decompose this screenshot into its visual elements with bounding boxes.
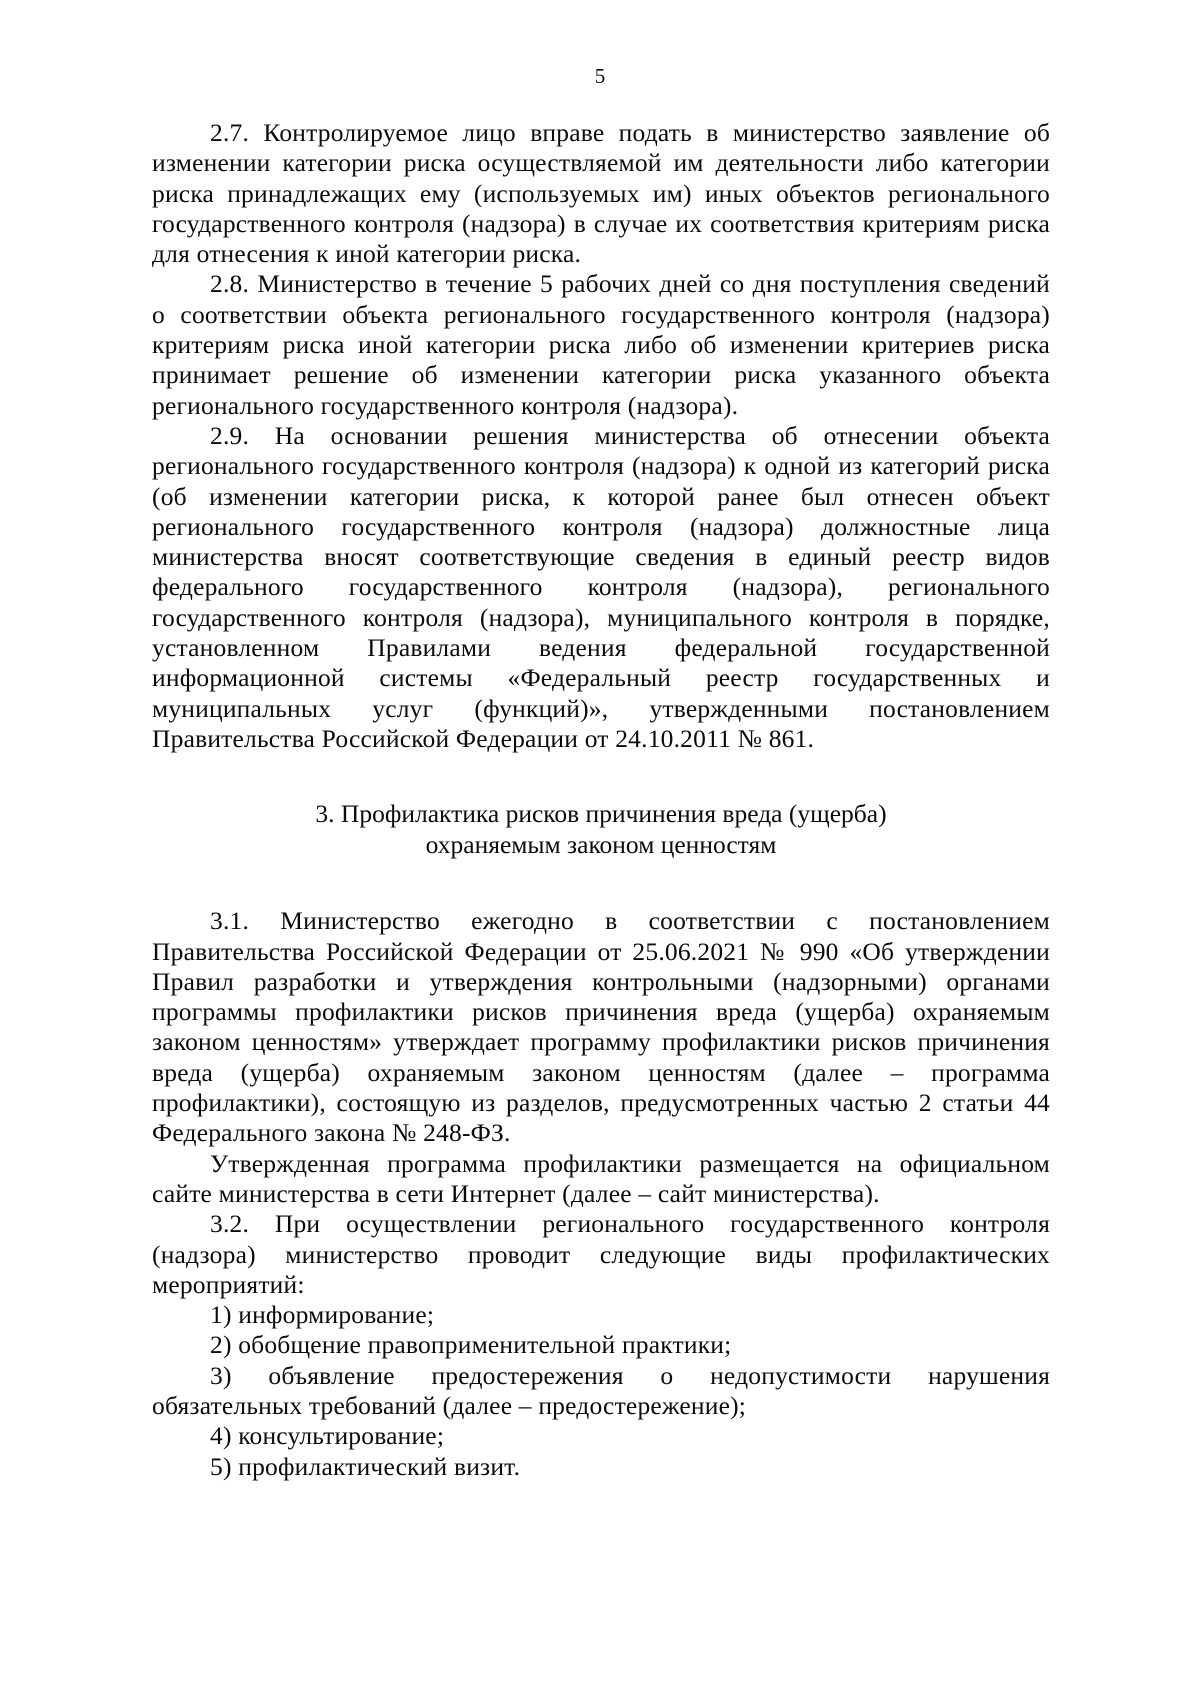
heading-line: охраняемым законом ценностям: [425, 830, 777, 860]
paragraph-2-8: [152, 269, 1050, 420]
text-line: государственного контроля (надзора) в случае их соответствия критериям риска: [152, 208, 1050, 238]
text-line: мероприятий:: [152, 1269, 305, 1299]
text-line: изменении категории риска осуществляемой им деятельности либо категории: [152, 148, 1050, 178]
list-item-2: [152, 1330, 1050, 1360]
text-line: регионального государственного контроля (надзора).: [152, 390, 739, 420]
section-heading-3: [152, 798, 1050, 860]
text-line: 3.1. Министерство ежегодно в соответствии с постановлением: [210, 906, 1050, 936]
text-line: 4) консультирование;: [210, 1421, 445, 1451]
paragraph-2-7: [152, 118, 1050, 269]
text-line: федерального государственного контроля (надзора), регионального: [152, 572, 1050, 602]
text-line: 2.9. На основании решения министерства об отнесении объекта: [210, 420, 1050, 450]
text-line: государственного контроля (надзора), муниципального контроля в порядке,: [152, 602, 1050, 632]
text-line: принимает решение об изменении категории риска указанного объекта: [152, 360, 1050, 390]
text-line: 5) профилактический визит.: [210, 1451, 521, 1481]
paragraph-3-1-program: [152, 1149, 1050, 1210]
text-line: о соответствии объекта регионального государственного контроля (надзора): [152, 299, 1050, 329]
text-line: муниципальных услуг (функций)», утвержденными постановлением: [152, 693, 1050, 723]
text-line: вреда (ущерба) охраняемым законом ценностям (далее – программа: [152, 1057, 1050, 1087]
paragraph-3-1: [152, 906, 1050, 1148]
text-line: 3) объявление предостережения о недопустимости нарушения: [210, 1360, 1050, 1390]
text-line: Утвержденная программа профилактики размещается на официальном: [210, 1148, 1050, 1178]
text-line: 3.2. При осуществлении регионального государственного контроля: [210, 1209, 1050, 1239]
text-line: министерства вносят соответствующие сведения в единый реестр видов: [152, 542, 1050, 572]
text-line: программы профилактики рисков причинения вреда (ущерба) охраняемым: [152, 997, 1050, 1027]
text-line: (об изменении категории риска, к которой ранее был отнесен объект: [152, 481, 1050, 511]
text-line: Правил разработки и утверждения контрольными (надзорными) органами: [152, 966, 1050, 996]
text-line: Федерального закона № 248-ФЗ.: [152, 1118, 511, 1148]
text-line: риска принадлежащих ему (используемых им) иных объектов регионального: [152, 178, 1050, 208]
list-item-3: [152, 1361, 1050, 1422]
paragraph-3-2: [152, 1209, 1050, 1300]
paragraph-2-9: [152, 421, 1050, 754]
page-number: 5: [594, 64, 606, 88]
list-item-1: [152, 1300, 1050, 1330]
text-line: регионального государственного контроля (надзора) к одной из категорий риска: [152, 451, 1050, 481]
list-item-4: [152, 1421, 1050, 1451]
text-line: 2.7. Контролируемое лицо вправе подать в министерство заявление об: [210, 118, 1050, 147]
text-line: законом ценностям» утверждает программу профилактики рисков причинения: [152, 1027, 1050, 1057]
text-line: профилактики), состоящую из разделов, предусмотренных частью 2 статьи 44: [152, 1088, 1050, 1118]
text-line: критериям риска иной категории риска либо об изменении критериев риска: [152, 330, 1050, 360]
text-line: сайте министерства в сети Интернет (далее – сайт министерства).: [152, 1178, 880, 1208]
text-line: 1) информирование;: [210, 1300, 435, 1330]
text-line: Правительства Российской Федерации от 24.10.2011 № 861.: [152, 723, 815, 753]
text-line: 2.8. Министерство в течение 5 рабочих дней со дня поступления сведений: [210, 269, 1050, 299]
text-line: Правительства Российской Федерации от 25.06.2021 № 990 «Об утверждении: [152, 936, 1050, 966]
text-line: установленном Правилами ведения федеральной государственной: [152, 633, 1050, 663]
text-line: информационной системы «Федеральный реестр государственных и: [152, 663, 1050, 693]
text-line: регионального государственного контроля (надзора) должностные лица: [152, 511, 1050, 541]
heading-line: 3. Профилактика рисков причинения вреда (ущерба): [315, 799, 887, 829]
text-line: обязательных требований (далее – предостережение);: [152, 1390, 747, 1420]
text-line: для отнесения к иной категории риска.: [152, 239, 582, 269]
text-line: 2) обобщение правоприменительной практики;: [210, 1330, 732, 1360]
list-item-5: [152, 1452, 1050, 1482]
text-line: (надзора) министерство проводит следующие виды профилактических: [152, 1239, 1050, 1269]
document-body: [152, 118, 1050, 1482]
